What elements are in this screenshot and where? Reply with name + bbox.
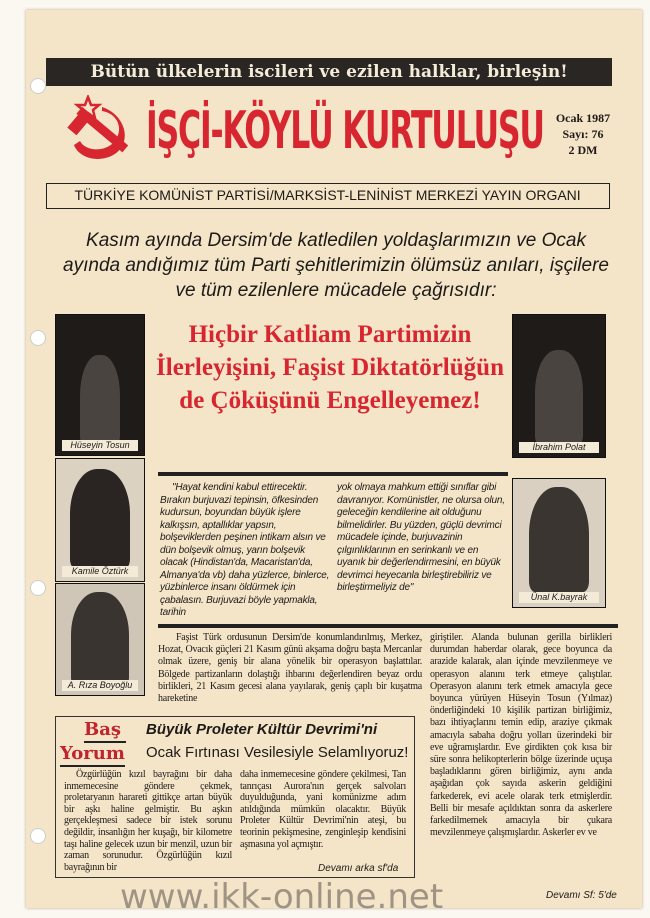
editorial-label-1: Baş <box>84 719 126 743</box>
publication-organ: TÜRKİYE KOMÜNİST PARTİSİ/MARKSİST-LENİNİST MERKEZİ YAYIN ORGANI <box>74 187 581 203</box>
watermark: www.ikk-online.net <box>120 877 444 917</box>
headline: Hiçbir Katliam Partimizin İlerleyişini, Faşist Diktatörlüğün de Çöküşünü Engelleyemez! <box>156 321 504 414</box>
editorial-box <box>55 716 415 878</box>
divider <box>158 624 618 628</box>
hammer-sickle-star-icon <box>62 95 138 167</box>
binder-hole <box>30 580 46 596</box>
photo-huseyin-tosun <box>55 314 145 456</box>
divider <box>158 472 508 476</box>
photo-ibrahim-polat <box>512 314 606 458</box>
binder-hole <box>30 330 46 346</box>
photo-caption: İbrahim Polat <box>519 442 599 453</box>
binder-hole <box>30 828 46 844</box>
photo-caption: Ünal K.bayrak <box>519 592 599 603</box>
editorial-title-1: Büyük Proleter Kültür Devrimi'ni <box>146 721 378 738</box>
issue-price: 2 DM <box>568 143 598 157</box>
editorial-title-2: Ocak Fırtınası Vesilesiyle Selamlıyoruz! <box>146 744 409 761</box>
editorial-continued-link[interactable]: Devamı arka sf'da <box>318 863 399 874</box>
slogan-text: Bütün ülkelerin iscileri ve ezilen halklar, birleşin! <box>90 62 568 82</box>
intro-text: Kasım ayında Dersim'de katledilen yoldaşlarımızın ve Ocak ayında andığımız tüm Parti şehitlerimizin ölümsüz anıları, işçilere ve tüm ezilenlere mücadele çağrısıdır: <box>63 230 609 301</box>
photo-unal-kbayrak <box>512 478 606 608</box>
editorial-col-1: Özgürlüğün kızıl bayrağını bir daha inmemecesine göndere çekmek, proletaryanın harareti gittikçe artan büyük bir aşkı haline gelmiştir. Bu aşkın gerçekleşmesi sadece bir istek sorunu değildir, insanlığın her kuşağı, bir kilometre taşı haline gelecek uzun bir menzil, uzun bir zaman sorunudur. Özgürlüğün kızıl bayrağının bir <box>64 769 232 873</box>
article-col-1: Faşist Türk ordusunun Dersim'de konumlandırılmış, Merkez, Hozat, Ovacık güçleri 21 Kasım günü akşama doğru başta Mercanlar olmak üzere, geniş bir alana yönelik bir operasyon başlattılar. Bölgede partizanların dolaştığı ihbarını değerlendiren beyaz ordu birlikleri, 21 Kasım gecesi alana yayılarak, geniş çaplı bir kuşatma hareketine <box>158 632 422 705</box>
editorial-label-2: Yorum <box>60 743 125 767</box>
photo-kamile-ozturk <box>55 458 145 582</box>
continued-link[interactable]: Devamı Sf: 5'de <box>546 890 617 901</box>
article-col-2: giriştiler. Alanda bulunan gerilla birlikleri durumdan haberdar olarak, gece boyunca da arazide kalarak, alan içinde mevzilenmeye ve operasyon alanını terk etmeye çalıştılar. Operasyon alanını terk etmek amacıyla gece boyunca yürüyen Hüseyin Tosun (Yılmaz) önderliğindeki 10 kişilik partizan birliğimiz, bazı ihtiyaçlarını temin edip, araziye çıkmak amacıyla sabaha doğru yolları üzerindeki bir eve uğramışlardır. Eve girdikten çok kısa bir süre sonra helikopterlerin bölge üzerinde uçuşa başladıklarını gören birliğimiz, aynı anda aşağıdan çok sayıda askerin geldiğini farkederek, evi acele olarak terk etmişlerdir. Belli bir mesafe açıldıktan sonra da askerlere farkedilmemek amacıyla bir çukara mevzilenmeye çalışmışlardır. Askerler ev ve <box>430 632 612 839</box>
photo-caption: Hüseyin Tosun <box>62 440 138 451</box>
editorial-col-2: daha inmemecesine göndere çekilmesi, Tan tanrıçası Aurora'nın gerçek salvoları duyulduğunda, yani komünizme adım atıldığında mümkün olacaktır. Büyük Proleter Kültür Devrimi'nin ateşi, bu teorinin pekişmesine, zenginleşip kendisini aşmasına yol açmıştır. <box>240 769 406 850</box>
quote-col-2: yok olmaya mahkum ettiği sınıflar gibi davranıyor. Komünistler, ne olursa olun, geleceğin kendilerine ait olduğunu bilmelidirler. Bu yüzden, güçlü devrimci mücadele içinde, burjuvazinin çılgınlıklarının en serinkanlı ve en uyanık bir değerlendirmesini, en büyük devrimci heyecanla birleştirebiliriz ve birleştirmeliyiz de" <box>337 482 505 593</box>
issue-date: Ocak 1987 <box>555 111 611 125</box>
quote-col-1: "Hayat kendini kabul ettirecektir. Bırakın burjuvazi tepinsin, öfkesinden kudursun, boyundan büyük işlere kalkışsın, aptallıklar yapsın, bolşeviklerden peşinen intikam alsın ve dün bolşevik olmuş, yarın bolşevik olacak (Hindistan'da, Macaristan'da, Almanya'da vb) daha yüzlerce, binlerce, yüzbinlerce insanı öldürmek için çabalasın. Burjuvazi böyle yapmakla, tarihin <box>160 482 330 618</box>
photo-a-riza-boyoglu <box>55 583 145 696</box>
photo-caption: A. Rıza Boyoğlu <box>62 680 138 691</box>
photo-caption: Kamile Öztürk <box>62 566 138 577</box>
binder-hole <box>30 78 46 94</box>
issue-info <box>552 110 614 158</box>
newspaper-title: İŞÇİ-KÖYLÜ KURTULUŞU <box>146 101 544 161</box>
issue-number: Sayı: 76 <box>562 127 604 141</box>
slogan-banner <box>46 58 612 86</box>
publication-organ-box <box>46 183 610 209</box>
